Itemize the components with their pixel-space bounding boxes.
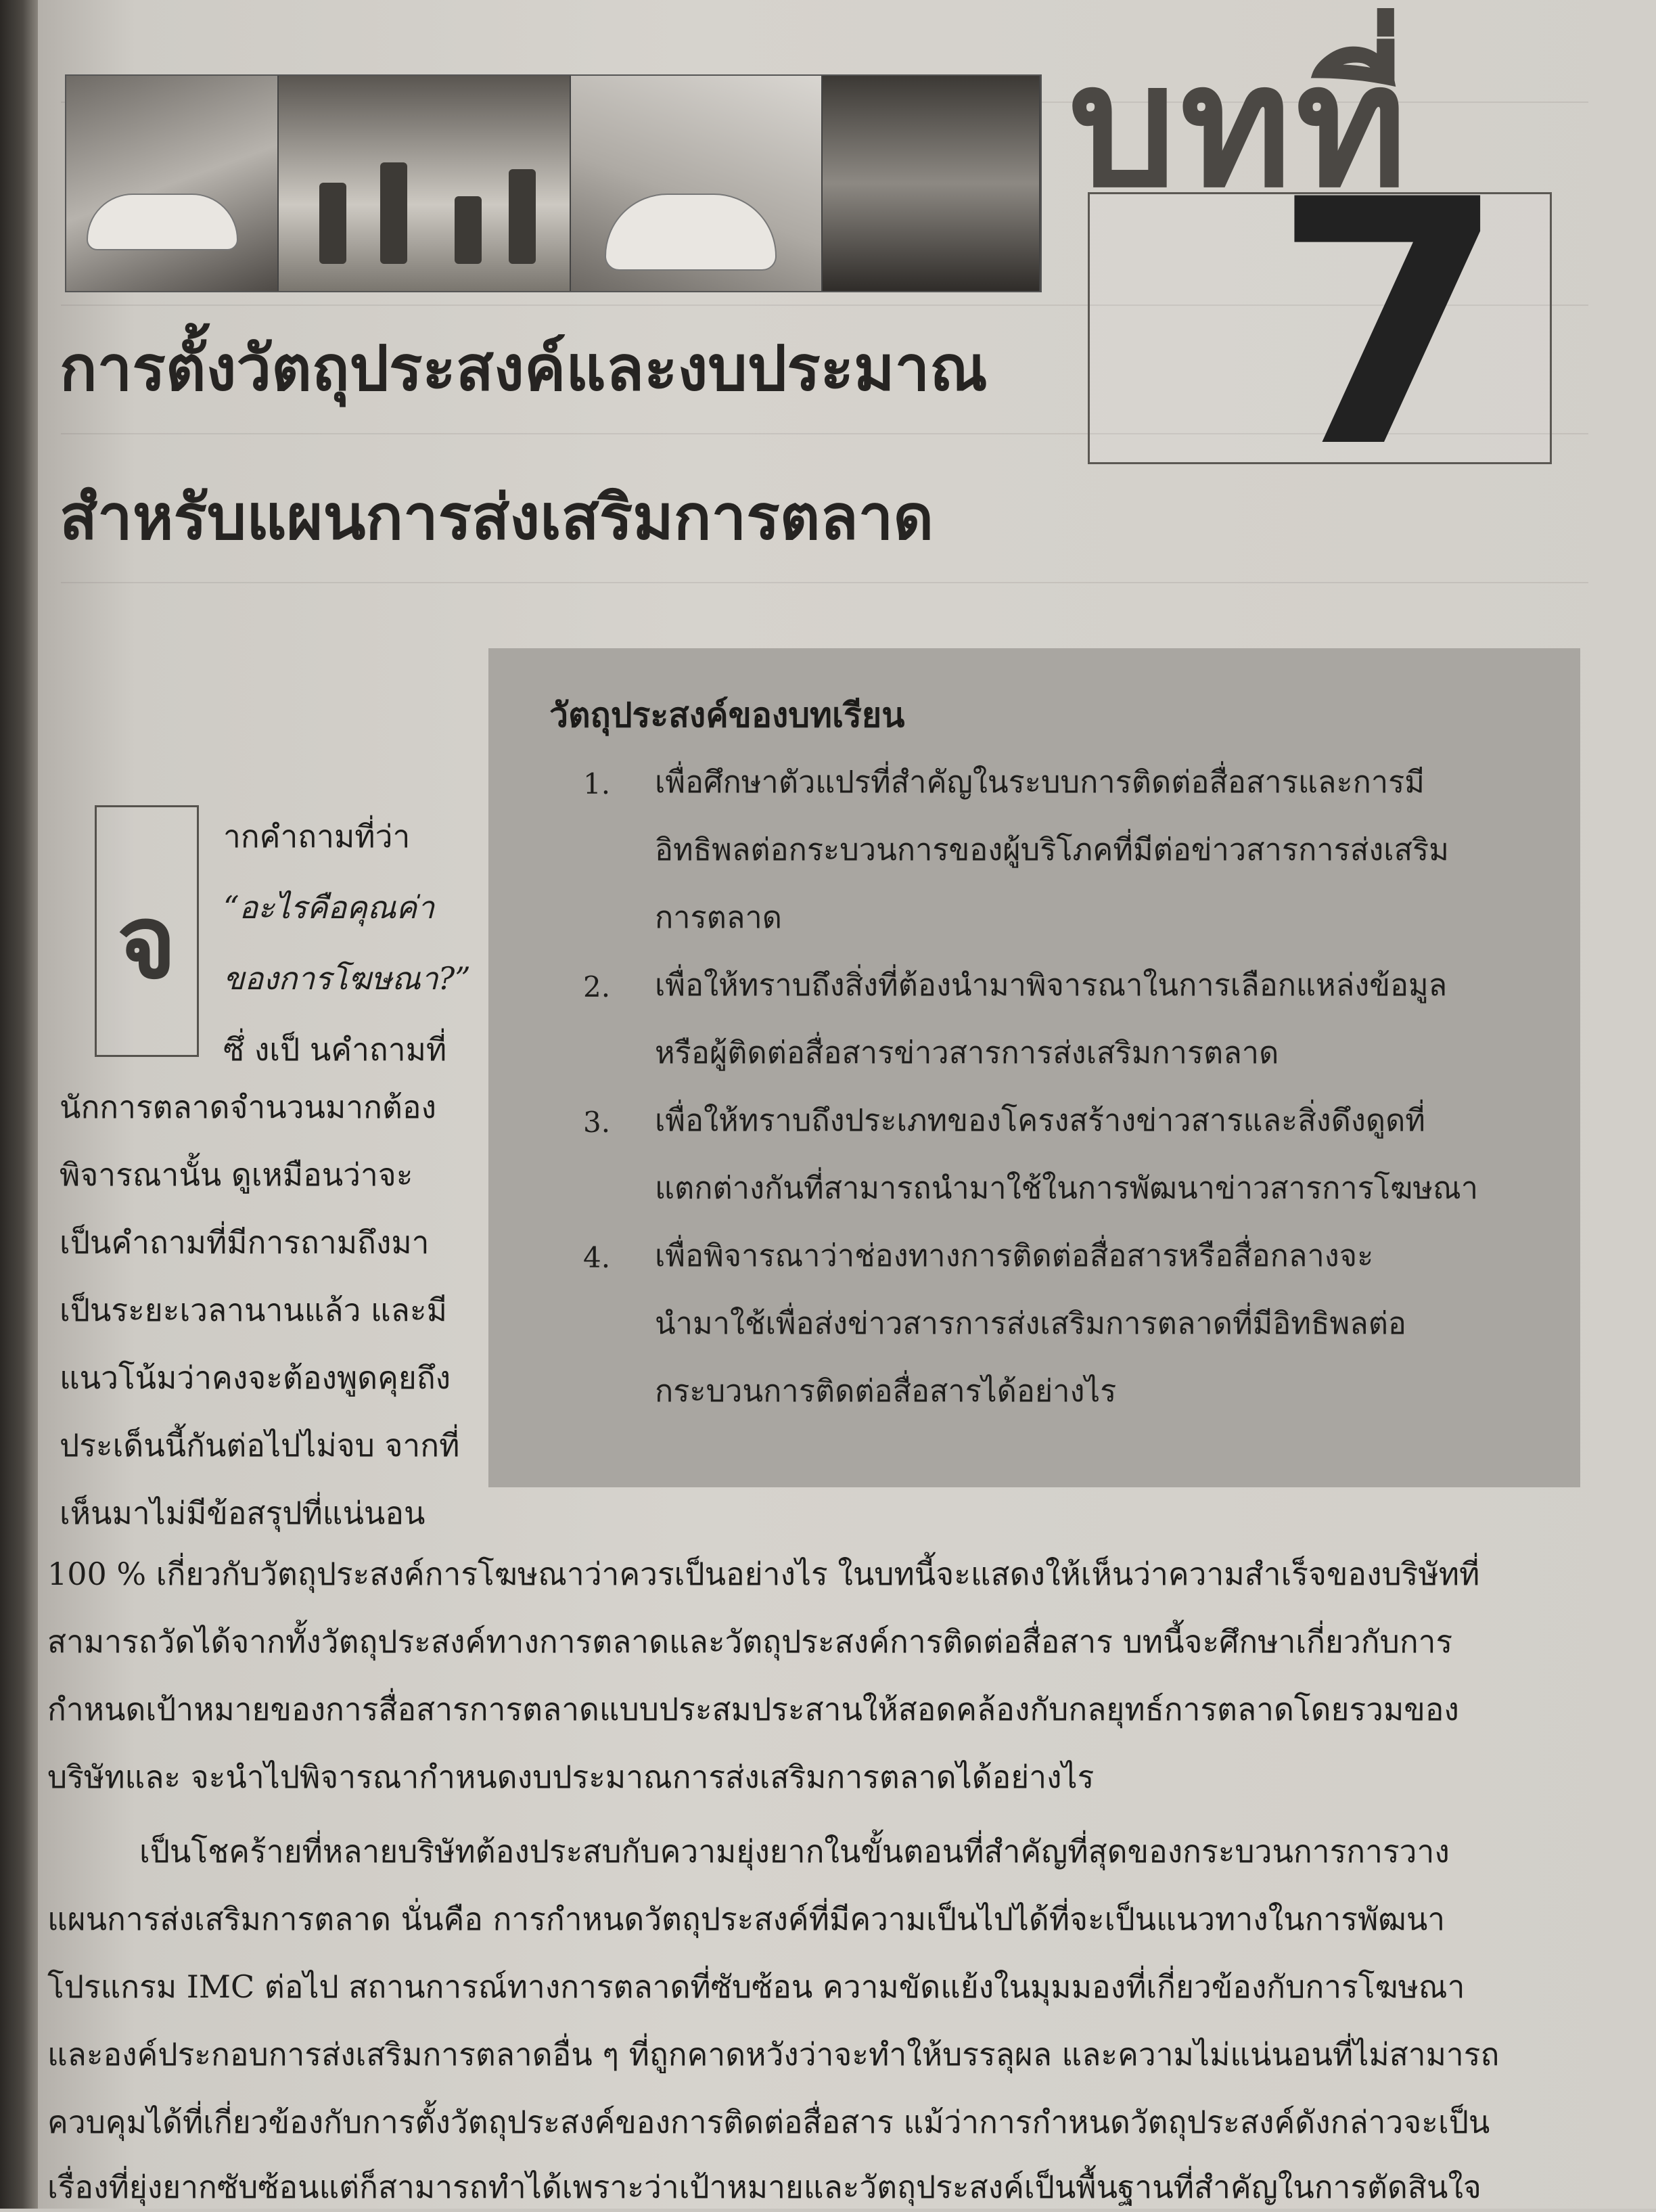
intro-line: ของการโฆษณา?”: [223, 960, 471, 997]
bottle-shape: [380, 162, 407, 264]
banner-photo-portrait: [823, 76, 1040, 291]
objective-line: นำมาใช้เพื่อส่งข่าวสารการส่งเสริมการตลาดที่มีอิทธิพลต่อ: [655, 1305, 1406, 1341]
bleed-through-line: [61, 582, 1588, 583]
chapter-number: 7: [1272, 128, 1507, 522]
intro-line: นักการตลาดจำนวนมากต้อง: [60, 1089, 436, 1125]
book-spine: [0, 0, 38, 2209]
intro-line: ากคำถามที่ว่า: [223, 818, 411, 855]
objective-line: เพื่อให้ทราบถึงสิ่งที่ต้องนำมาพิจารณาในการเลือกแหล่งข้อมูล: [655, 967, 1448, 1003]
intro-line: พิจารณานั้น ดูเหมือนว่าจะ: [60, 1156, 413, 1193]
objective-line: อิทธิพลต่อกระบวนการของผู้บริโภคที่มีต่อข่าวสารการส่งเสริม: [655, 832, 1449, 867]
body-line: เรื่องที่ยุ่งยากซับซ้อนแต่ก็สามารถทำได้เพราะว่าเป้าหมายและวัตถุประสงค์เป็นพื้นฐานที่สำคัญในการตัดสินใจ: [47, 2169, 1481, 2205]
body-line: และองค์ประกอบการส่งเสริมการตลาดอื่น ๆ ที่ถูกคาดหวังว่าจะทำให้บรรลุผล และความไม่แน่นอนที่ไม่สามารถ: [47, 2036, 1500, 2073]
chapter-title-line-1: การตั้งวัตถุประสงค์และงบประมาณ: [60, 332, 988, 405]
body-line: กำหนดเป้าหมายของการสื่อสารการตลาดแบบประสมประสานให้สอดคล้องกับกลยุทธ์การตลาดโดยรวมของ: [47, 1691, 1459, 1728]
bottle-shape: [509, 169, 536, 264]
learning-objectives-box: [488, 648, 1580, 1487]
objective-text: [655, 748, 1548, 951]
chapter-photo-banner: [65, 74, 1042, 292]
car-shape: [87, 194, 238, 250]
objective-number: 2.: [583, 970, 611, 1003]
intro-line: เป็นระยะเวลานานแล้ว และมี: [60, 1292, 447, 1328]
body-line: โปรแกรม IMC ต่อไป สถานการณ์ทางการตลาดที่ซับซ้อน ความขัดแย้งในมุมมองที่เกี่ยวข้องกับการโฆษณา: [47, 1968, 1465, 2005]
objective-number: 4.: [583, 1241, 611, 1274]
body-line: เป็นโชคร้ายที่หลายบริษัทต้องประสบกับความยุ่งยากในขั้นตอนที่สำคัญที่สุดของกระบวนการการวาง: [139, 1833, 1450, 1870]
drop-cap-letter: จ: [117, 882, 177, 1001]
chapter-title-line-2: สำหรับแผนการส่งเสริมการตลาด: [60, 480, 934, 554]
objective-line: แตกต่างกันที่สามารถนำมาใช้ในการพัฒนาข่าวสารการโฆษณา: [655, 1170, 1479, 1206]
objective-line: เพื่อพิจารณาว่าช่องทางการติดต่อสื่อสารหรือสื่อกลางจะ: [655, 1238, 1374, 1273]
intro-line: ประเด็นนี้กันต่อไปไม่จบ จากที่: [60, 1427, 460, 1464]
objective-number: 3.: [583, 1106, 611, 1139]
intro-line: เห็นมาไม่มีข้อสรุปที่แน่นอน: [60, 1495, 426, 1531]
banner-photo-bottles: [279, 76, 571, 291]
drop-cap-frame: [95, 805, 199, 1057]
intro-line: ซึ่ งเป็ นคำถามที่: [223, 1031, 447, 1068]
objective-line: กระบวนการติดต่อสื่อสารได้อย่างไร: [655, 1373, 1117, 1409]
objective-line: เพื่อศึกษาตัวแปรที่สำคัญในระบบการติดต่อสื่อสารและการมี: [655, 764, 1425, 800]
body-line: แผนการส่งเสริมการตลาด นั่นคือ การกำหนดวัตถุประสงค์ที่มีความเป็นไปได้ที่จะเป็นแนวทางในการพัฒนา: [47, 1901, 1446, 1937]
objectives-heading: วัตถุประสงค์ของบทเรียน: [549, 695, 905, 735]
intro-line: แนวโน้มว่าคงจะต้องพูดคุยถึง: [60, 1359, 451, 1396]
banner-photo-beetle: [571, 76, 823, 291]
body-line: สามารถวัดได้จากทั้งวัตถุประสงค์ทางการตลาดและวัตถุประสงค์การติดต่อสื่อสาร บทนี้จะศึกษาเกี่ยวกับการ: [47, 1623, 1453, 1660]
banner-photo-car: [66, 76, 279, 291]
car-shape: [605, 194, 777, 271]
objective-number: 1.: [583, 767, 611, 800]
body-line: ควบคุมได้ที่เกี่ยวข้องกับการตั้งวัตถุประสงค์ของการติดต่อสื่อสาร แม้ว่าการกำหนดวัตถุประสงค์ดังกล่าวจะเป็น: [47, 2104, 1490, 2140]
intro-line: เป็นคำถามที่มีการถามถึงมา: [60, 1224, 430, 1261]
objective-text: [655, 1087, 1548, 1222]
intro-line: “อะไรคือคุณค่า: [223, 889, 435, 926]
objective-line: หรือผู้ติดต่อสื่อสารข่าวสารการส่งเสริมการตลาด: [655, 1035, 1279, 1070]
objective-text: [655, 951, 1548, 1087]
chapter-label: บทที่: [1069, 26, 1412, 225]
body-line: 100 % เกี่ยวกับวัตถุประสงค์การโฆษณาว่าควรเป็นอย่างไร ในบทนี้จะแสดงให้เห็นว่าความสำเร็จของบริษัทที่: [47, 1556, 1480, 1592]
bottle-shape: [455, 196, 482, 264]
bottle-shape: [319, 183, 346, 264]
objective-line: การตลาด: [655, 899, 782, 935]
body-line: บริษัทและ จะนำไปพิจารณากำหนดงบประมาณการส่งเสริมการตลาดได้อย่างไร: [47, 1759, 1095, 1795]
objective-text: [655, 1222, 1548, 1425]
objective-line: เพื่อให้ทราบถึงประเภทของโครงสร้างข่าวสารและสิ่งดึงดูดที่: [655, 1102, 1425, 1138]
